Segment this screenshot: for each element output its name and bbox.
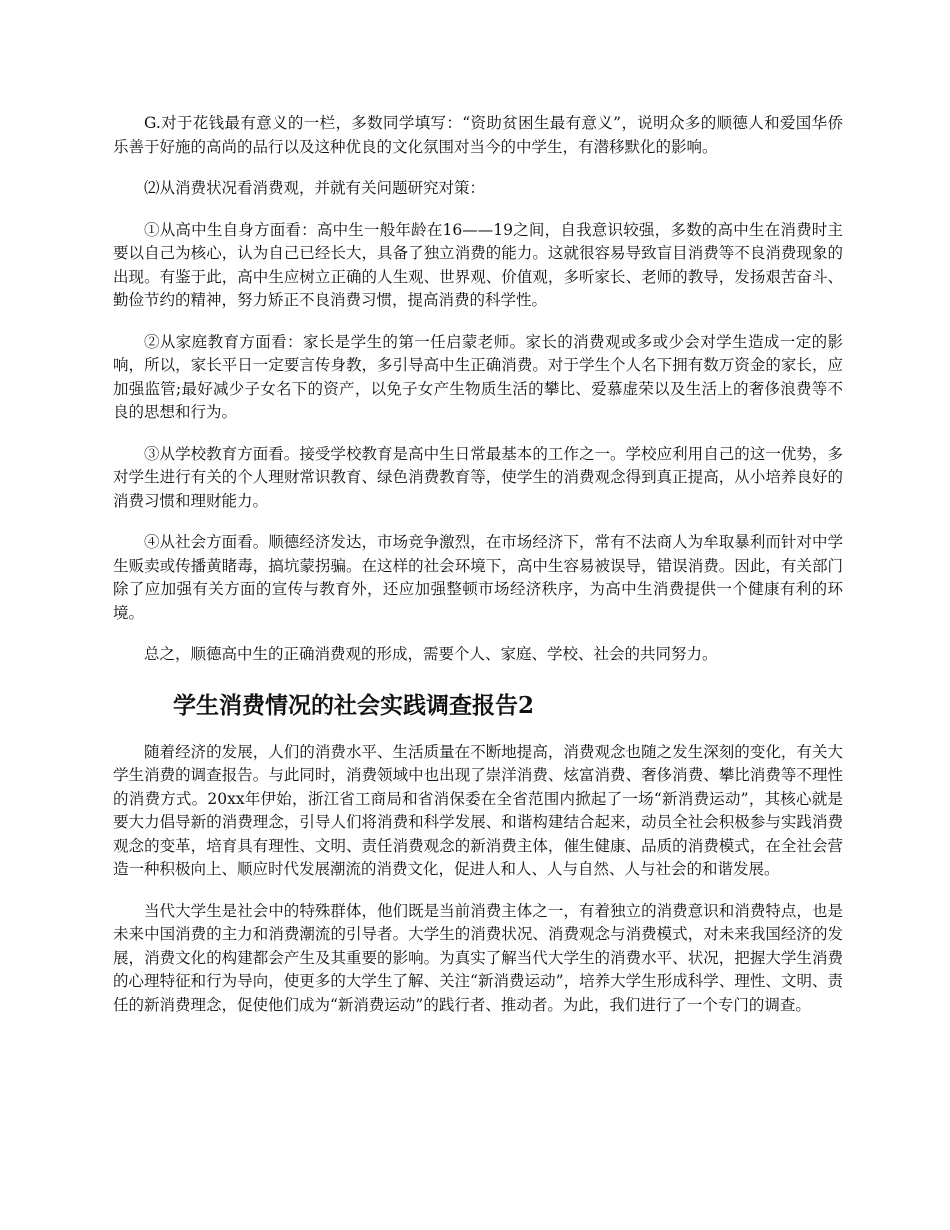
paragraph-college-students: 当代大学生是社会中的特殊群体，他们既是当前消费主体之一，有着独立的消费意识和消费特点，也是未来中国消费的主力和消费潮流的引导者。大学生的消费状况、消费观念与消费模式，对未来我国经济的发展，消费文化的构建都会产生及其重要的影响。为真实了解当代大学生的消费水平、状况，把握大学生消费的心理特征和行为导向，使更多的大学生了解、关注“新消费运动”，培养大学生形成科学、理性、文明、责任的新消费理念，促使他们成为“新消费运动”的践行者、推动者。为此，我们进行了一个专门的调查。: [113, 901, 843, 1014]
paragraph-section-2: ⑵从消费状况看消费观，并就有关问题研究对策：: [144, 179, 486, 197]
section-heading: 学生消费情况的社会实践调查报告2: [173, 691, 535, 719]
paragraph-society: ④从社会方面看。顺德经济发达，市场竞争激烈，在市场经济下，常有不法商人为牟取暴利而针对中学生贩卖或传播黄睹毒，搞坑蒙拐骗。在这样的社会环境下，高中生容易被误导，错误消费。因此，有关部门除了应加强有关方面的宣传与教育外，还应加强整顿市场经济秩序，为高中生消费提供一个健康有利的环境。: [113, 533, 843, 622]
paragraph-conclusion: 总之，顺德高中生的正确消费观的形成，需要个人、家庭、学校、社会的共同努力。: [144, 645, 718, 663]
paragraph-family-education: ②从家庭教育方面看：家长是学生的第一任启蒙老师。家长的消费观或多或少会对学生造成一定的影响，所以，家长平日一定要言传身教，多引导高中生正确消费。对于学生个人名下拥有数万资金的家长，应加强监管;最好减少子女名下的资产，以免子女产生物质生活的攀比、爱慕虚荣以及生活上的奢侈浪费等不良的思想和行为。: [113, 332, 843, 421]
paragraph-student-self: ①从高中生自身方面看：高中生一般年龄在16——19之间，自我意识较强，多数的高中生在消费时主要以自己为核心，认为自己已经长大，具备了独立消费的能力。这就很容易导致盲目消费等不良消费现象的出现。有鉴于此，高中生应树立正确的人生观、世界观、价值观，多听家长、老师的教导，发扬艰苦奋斗、勤俭节约的精神，努力矫正不良消费习惯，提高消费的科学性。: [113, 220, 843, 309]
paragraph-school-education: ③从学校教育方面看。接受学校教育是高中生日常最基本的工作之一。学校应利用自己的这一优势，多对学生进行有关的个人理财常识教育、绿色消费教育等，使学生的消费观念得到真正提高，从小培养良好的消费习惯和理财能力。: [113, 444, 843, 510]
paragraph-intro: 随着经济的发展，人们的消费水平、生活质量在不断地提高，消费观念也随之发生深刻的变化，有关大学生消费的调查报告。与此同时，消费领域中也出现了崇洋消费、炫富消费、奢侈消费、攀比消费等不理性的消费方式。20xx年伊始，浙江省工商局和省消保委在全省范围内掀起了一场“新消费运动”，其核心就是要大力倡导新的消费理念，引导人们将消费和科学发展、和谐构建结合起来，动员全社会积极参与实践消费观念的变革，培育具有理性、文明、责任消费观念的新消费主体，催生健康、品质的消费模式，在全社会营造一种积极向上、顺应时代发展潮流的消费文化，促进人和人、人与自然、人与社会的和谐发展。: [113, 742, 843, 878]
document-page: [113, 112, 843, 1035]
paragraph-g-item: G.对于花钱最有意义的一栏，多数同学填写：“资助贫困生最有意义”，说明众多的顺德人和爱国华侨乐善于好施的高尚的品行以及这种优良的文化氛围对当今的中学生，有潜移默化的影响。: [113, 114, 843, 156]
